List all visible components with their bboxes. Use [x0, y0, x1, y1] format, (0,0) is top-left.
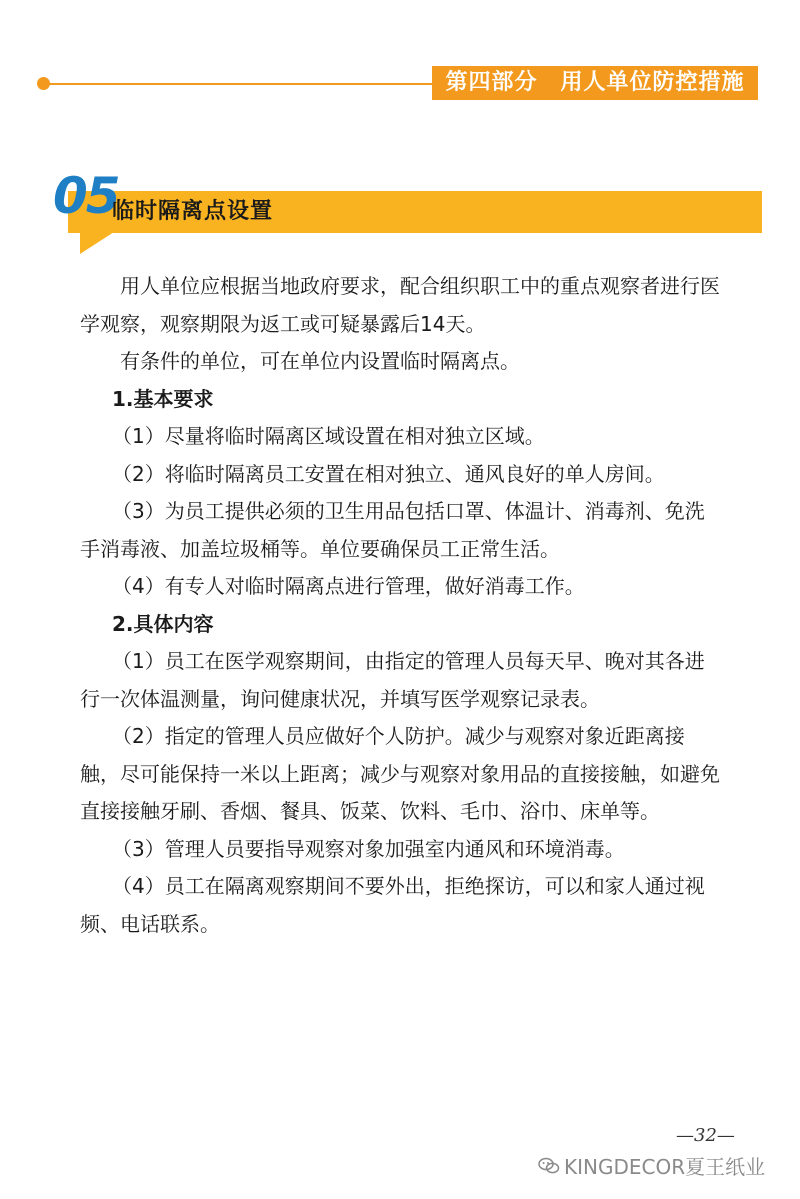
part-title: 第四部分 用人单位防控措施: [432, 66, 758, 100]
specific-item-3: （3）管理人员要指导观察对象加强室内通风和环境消毒。: [112, 836, 625, 861]
wechat-icon: [538, 1156, 560, 1176]
section-title: 临时隔离点设置: [112, 199, 274, 224]
specific-item-1: （1）员工在医学观察期间，由指定的管理人员每天早、晚对其各进行一次体温测量，询问健康状况，并填写医学观察记录表。: [80, 649, 705, 711]
header-rule: [44, 83, 434, 85]
intro-paragraph: 用人单位应根据当地政府要求，配合组织职工中的重点观察者进行医学观察，观察期限为返工或可疑暴露后14天。: [80, 274, 720, 336]
basic-item-2: （2）将临时隔离员工安置在相对独立、通风良好的单人房间。: [112, 461, 665, 486]
document-body: [80, 268, 720, 943]
basic-item-3: （3）为员工提供必须的卫生用品包括口罩、体温计、消毒剂、免洗手消毒液、加盖垃圾桶等。单位要确保员工正常生活。: [80, 499, 705, 561]
section-number: 05: [53, 167, 119, 225]
page-number: —32—: [676, 1125, 735, 1146]
watermark: [538, 1151, 765, 1180]
header-dot: [37, 77, 50, 90]
specific-item-2: （2）指定的管理人员应做好个人防护。减少与观察对象近距离接触，尽可能保持一米以上距离；减少与观察对象用品的直接接触，如避免直接接触牙刷、香烟、餐具、饭菜、饮料、毛巾、浴巾、床单等。: [80, 724, 720, 823]
section-bar-tail: [80, 232, 114, 254]
condition-paragraph: 有条件的单位，可在单位内设置临时隔离点。: [120, 349, 520, 373]
basic-item-4: （4）有专人对临时隔离点进行管理，做好消毒工作。: [112, 574, 585, 598]
basic-requirements-heading: 1.基本要求: [112, 386, 214, 411]
specific-content-heading: 2.具体内容: [112, 611, 214, 636]
specific-item-4: （4）员工在隔离观察期间不要外出，拒绝探访，可以和家人通过视频、电话联系。: [80, 874, 705, 936]
watermark-text: KINGDECOR夏王纸业: [564, 1155, 766, 1179]
basic-item-1: （1）尽量将临时隔离区域设置在相对独立区域。: [112, 424, 545, 448]
